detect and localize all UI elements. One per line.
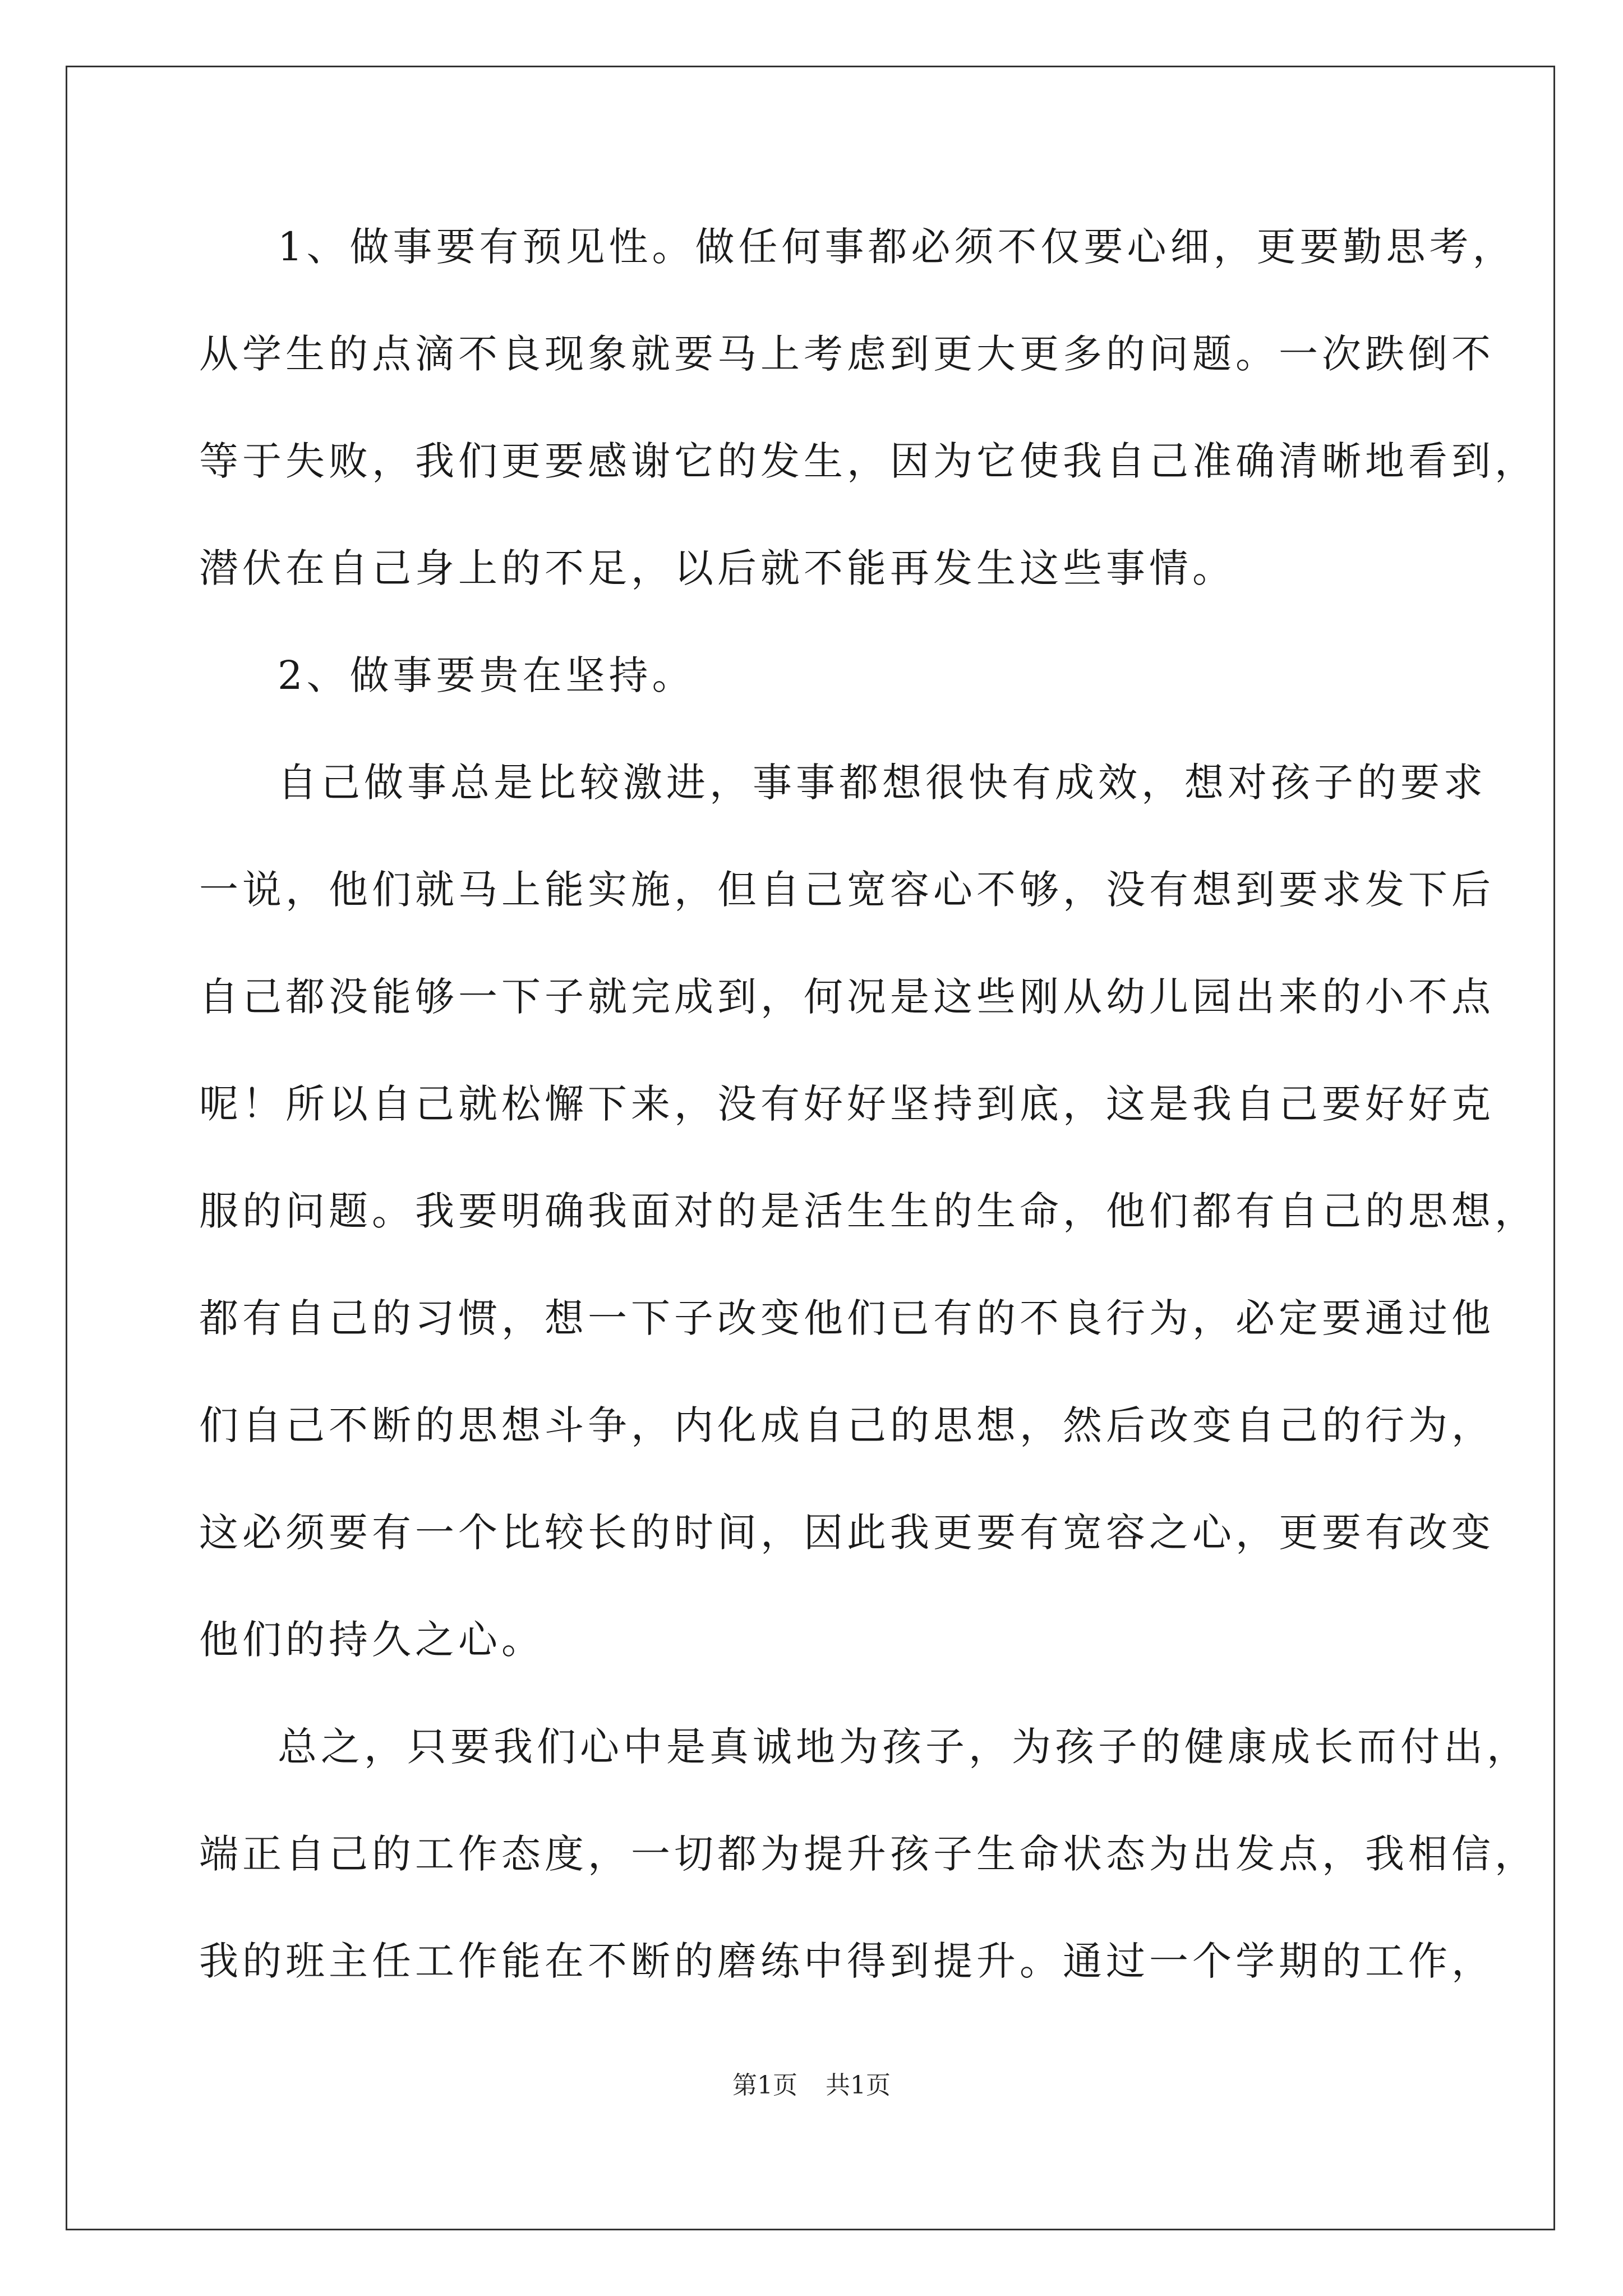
text-line: 都有自己的习惯，想一下子改变他们已有的不良行为，必定要通过他 — [199, 1295, 1495, 1341]
text-line: 等于失败，我们更要感谢它的发生，因为它使我自己准确清晰地看到， — [199, 438, 1538, 484]
text-line: 自己都没能够一下子就完成到，何况是这些刚从幼儿园出来的小不点 — [199, 974, 1495, 1020]
page-total: 共1页 — [826, 2071, 891, 2100]
text-line: 端正自己的工作态度，一切都为提升孩子生命状态为出发点，我相信， — [199, 1831, 1538, 1877]
document-body — [199, 213, 1538, 2035]
text-line: 服的问题。我要明确我面对的是活生生的生命，他们都有自己的思想， — [199, 1188, 1538, 1234]
text-line: 们自己不断的思想斗争，内化成自己的思想，然后改变自己的行为， — [199, 1402, 1495, 1448]
text-line: 从学生的点滴不良现象就要马上考虑到更大更多的问题。一次跌倒不 — [199, 331, 1495, 377]
text-line: 总之，只要我们心中是真诚地为孩子，为孩子的健康成长而付出， — [278, 1724, 1530, 1770]
page-number: 第1页 — [732, 2071, 797, 2100]
text-line: 潜伏在自己身上的不足，以后就不能再发生这些事情。 — [199, 545, 1235, 591]
text-line: 他们的持久之心。 — [199, 1617, 545, 1663]
text-line: 2、做事要贵在坚持。 — [278, 652, 695, 698]
text-line: 我的班主任工作能在不断的磨练中得到提升。通过一个学期的工作， — [199, 1938, 1495, 1984]
text-line: 1、做事要有预见性。做任何事都必须不仅要心细，更要勤思考， — [278, 224, 1516, 270]
text-line: 自己做事总是比较激进，事事都想很快有成效，想对孩子的要求 — [278, 760, 1487, 806]
page-footer — [0, 2069, 1623, 2102]
text-line: 一说，他们就马上能实施，但自己宽容心不够，没有想到要求发下后 — [199, 867, 1495, 913]
text-line: 呢！所以自己就松懈下来，没有好好坚持到底，这是我自己要好好克 — [199, 1081, 1495, 1127]
text-line: 这必须要有一个比较长的时间，因此我更要有宽容之心，更要有改变 — [199, 1510, 1495, 1556]
